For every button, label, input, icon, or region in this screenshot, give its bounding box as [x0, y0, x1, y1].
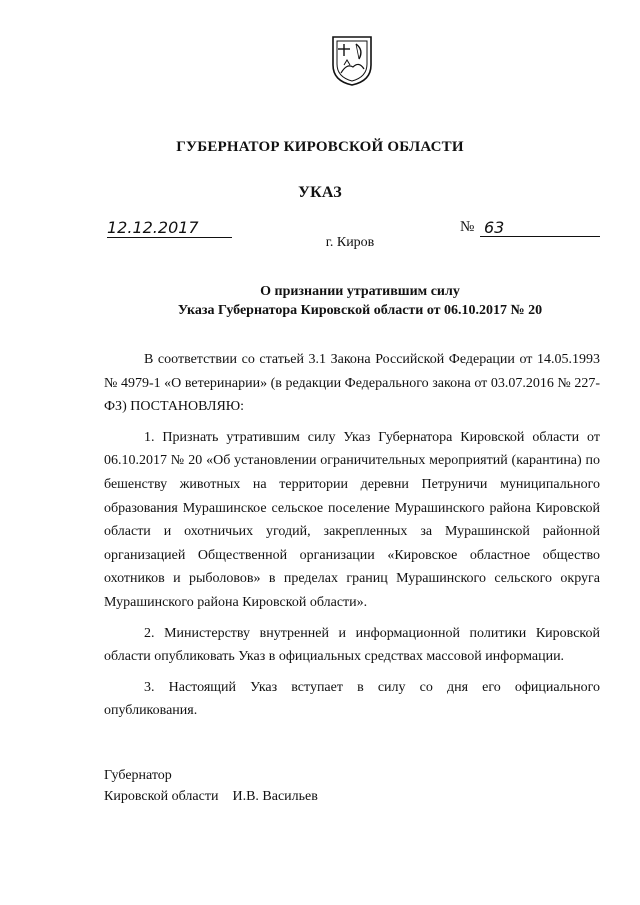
subject-line-1: О признании утратившим силу: [260, 284, 460, 299]
issuer-title: ГУБЕРНАТОР КИРОВСКОЙ ОБЛАСТИ: [176, 139, 464, 155]
document-type-title: УКАЗ: [298, 184, 342, 201]
item-1-paragraph: 1. Признать утратившим силу Указ Губернатора Кировской области от 06.10.2017 № 20 «Об установлении ограничительных мероприятий (карантина) по бешенству животных на территории деревни Петруничи муниципального образования Мурашинское сельское поселение Мурашинского района Кировской области и охотничьих угодий, закрепленных за Мурашинской районной организацией Общественной организации «Кировское областное общество охотников и рыболовов» в пределах границ Мурашинского сельского округа Мурашинского района Кировской области».: [104, 429, 600, 610]
preamble-paragraph: В соответствии со статьей 3.1 Закона Российской Федерации от 14.05.1993 № 4979-1 «О ветеринарии» (в редакции Федерального закона от 03.07.2016 № 227-ФЗ) ПОСТАНОВЛЯЮ:: [104, 352, 600, 415]
signer-name: И.В. Васильев: [232, 789, 318, 804]
signature-block: [104, 765, 318, 807]
document-date: 12.12.2017: [107, 218, 232, 238]
document-number: 63: [480, 218, 600, 237]
issue-city: г. Киров: [325, 235, 375, 250]
signer-region: Кировской области: [104, 789, 219, 804]
document-body: [104, 348, 600, 730]
item-3-paragraph: 3. Настоящий Указ вступает в силу со дня его официального опубликования.: [104, 679, 600, 719]
item-2-paragraph: 2. Министерству внутренней и информационной политики Кировской области опубликовать Указ в официальных средствах массовой информации.: [104, 625, 600, 665]
subject-line-2: Указа Губернатора Кировской области от 06.10.2017 № 20: [177, 303, 543, 318]
coat-of-arms-emblem: [331, 35, 373, 87]
signer-position-line-1: Губернатор: [104, 768, 172, 783]
number-label: №: [460, 219, 475, 235]
signer-position-line-2: [104, 786, 318, 807]
document-subject: [0, 282, 640, 320]
